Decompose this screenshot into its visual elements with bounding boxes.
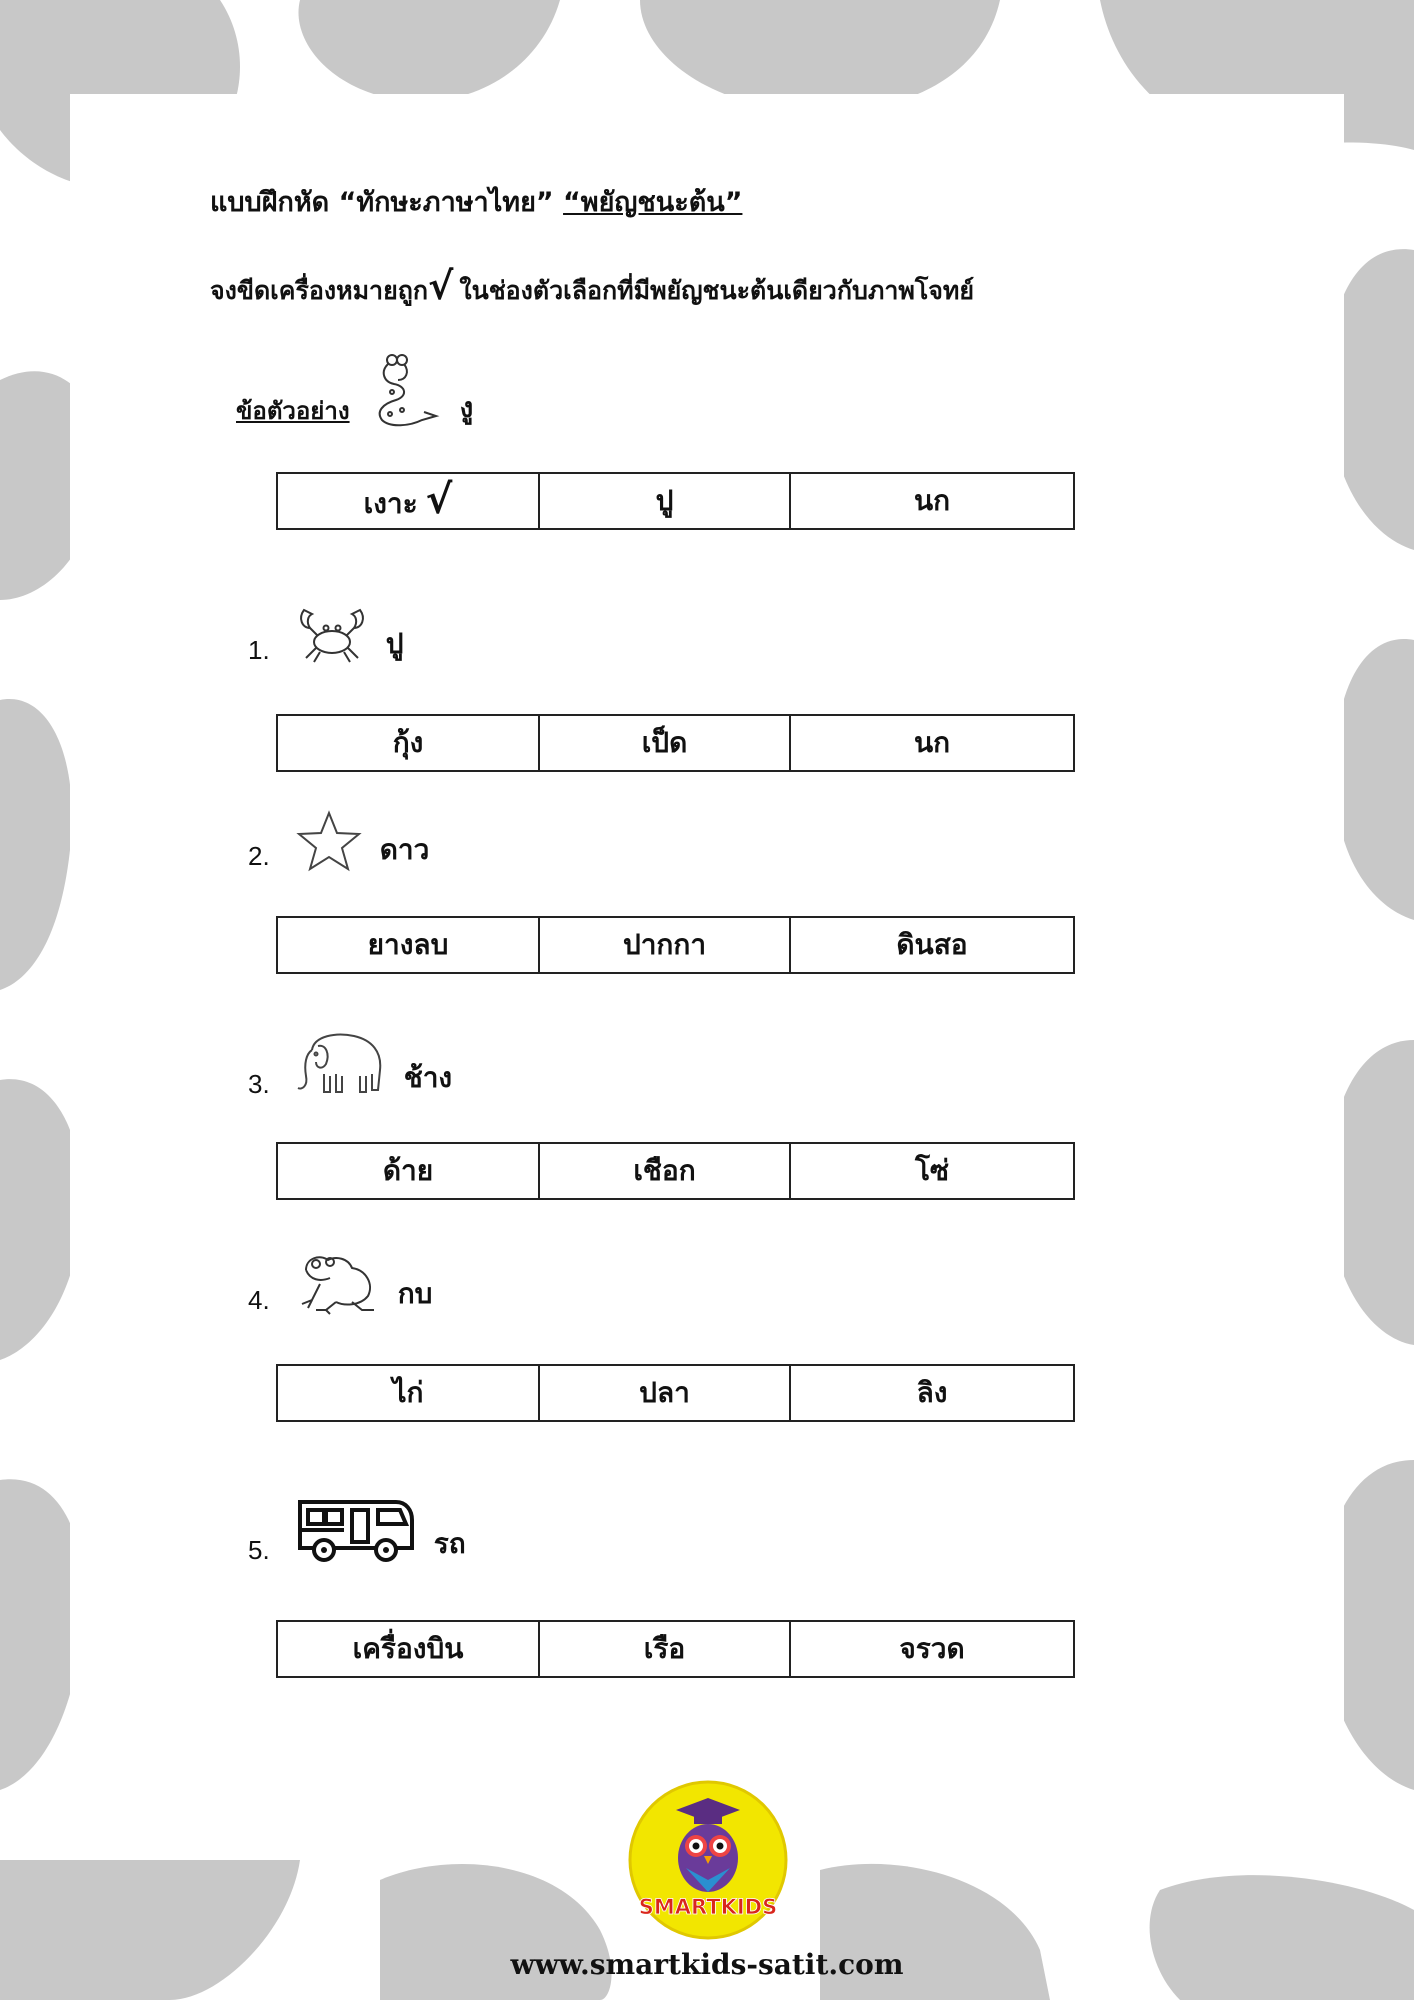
example-option-1[interactable]: เงาะ √ bbox=[277, 473, 539, 529]
crab-icon bbox=[296, 604, 368, 666]
question-4-options-table bbox=[276, 1364, 1075, 1422]
question-1-header bbox=[248, 604, 403, 666]
question-2-option-3[interactable]: ดินสอ bbox=[790, 917, 1074, 973]
question-3-word: ช้าง bbox=[403, 1061, 453, 1094]
question-1-option-1[interactable]: กุ้ง bbox=[277, 715, 539, 771]
question-2-option-1[interactable]: ยางลบ bbox=[277, 917, 539, 973]
question-1-options-table bbox=[276, 714, 1075, 772]
question-5-option-3[interactable]: จรวด bbox=[790, 1621, 1074, 1677]
question-5-header bbox=[248, 1496, 466, 1566]
question-2-word: ดาว bbox=[379, 833, 430, 866]
question-4-header bbox=[248, 1250, 432, 1316]
question-4-option-3[interactable]: ลิง bbox=[790, 1365, 1074, 1421]
question-2-options-table bbox=[276, 916, 1075, 974]
question-5-option-1[interactable]: เครื่องบิน bbox=[277, 1621, 539, 1677]
worksheet-title bbox=[210, 180, 742, 223]
question-4-option-2[interactable]: ปลา bbox=[539, 1365, 790, 1421]
question-5-option-2[interactable]: เรือ bbox=[539, 1621, 790, 1677]
question-3-option-2[interactable]: เชือก bbox=[539, 1143, 790, 1199]
question-2-option-2[interactable]: ปากกา bbox=[539, 917, 790, 973]
frog-icon bbox=[296, 1250, 380, 1316]
question-1-option-2[interactable]: เป็ด bbox=[539, 715, 790, 771]
question-4-option-1[interactable]: ไก่ bbox=[277, 1365, 539, 1421]
example-word: งู bbox=[459, 391, 474, 424]
elephant-icon bbox=[296, 1030, 386, 1100]
question-3-number: 3. bbox=[248, 1069, 270, 1099]
question-4-word: กบ bbox=[397, 1277, 433, 1310]
question-5-options-table bbox=[276, 1620, 1075, 1678]
checked-mark-icon: √ bbox=[425, 476, 453, 523]
logo-text: SMARTKIDS bbox=[638, 1895, 778, 1919]
bus-icon bbox=[296, 1496, 416, 1566]
title-topic: “พยัญชนะต้น” bbox=[563, 187, 743, 218]
star-icon bbox=[296, 810, 362, 872]
instruction-after: ในช่องตัวเลือกที่มีพยัญชนะต้นเดียวกับภาพโจทย์ bbox=[459, 276, 975, 305]
question-2-header bbox=[248, 810, 429, 872]
example-label: ข้อตัวอย่าง bbox=[236, 397, 350, 425]
question-5-word: รถ bbox=[433, 1527, 466, 1560]
title-prefix: แบบฝึกหัด “ทักษะภาษาไทย” bbox=[210, 187, 554, 218]
question-1-number: 1. bbox=[248, 635, 270, 665]
question-3-option-3[interactable]: โซ่ bbox=[790, 1143, 1074, 1199]
question-3-option-1[interactable]: ด้าย bbox=[277, 1143, 539, 1199]
example-option-2[interactable]: ปู bbox=[539, 473, 790, 529]
question-1-option-3[interactable]: นก bbox=[790, 715, 1074, 771]
question-3-options-table bbox=[276, 1142, 1075, 1200]
question-3-header bbox=[248, 1030, 452, 1100]
check-mark-icon: √ bbox=[428, 264, 454, 308]
question-2-number: 2. bbox=[248, 841, 270, 871]
smartkids-logo bbox=[628, 1780, 788, 1940]
example-header bbox=[236, 350, 473, 430]
question-5-number: 5. bbox=[248, 1535, 270, 1565]
question-1-word: ปู bbox=[385, 627, 404, 660]
snake-icon bbox=[362, 350, 442, 430]
question-4-number: 4. bbox=[248, 1285, 270, 1315]
example-option-3[interactable]: นก bbox=[790, 473, 1074, 529]
instruction-before: จงขีดเครื่องหมายถูก bbox=[210, 276, 429, 305]
instruction-text bbox=[210, 264, 974, 311]
website-url[interactable]: www.smartkids-satit.com bbox=[510, 1948, 904, 1981]
example-options-table bbox=[276, 472, 1075, 530]
